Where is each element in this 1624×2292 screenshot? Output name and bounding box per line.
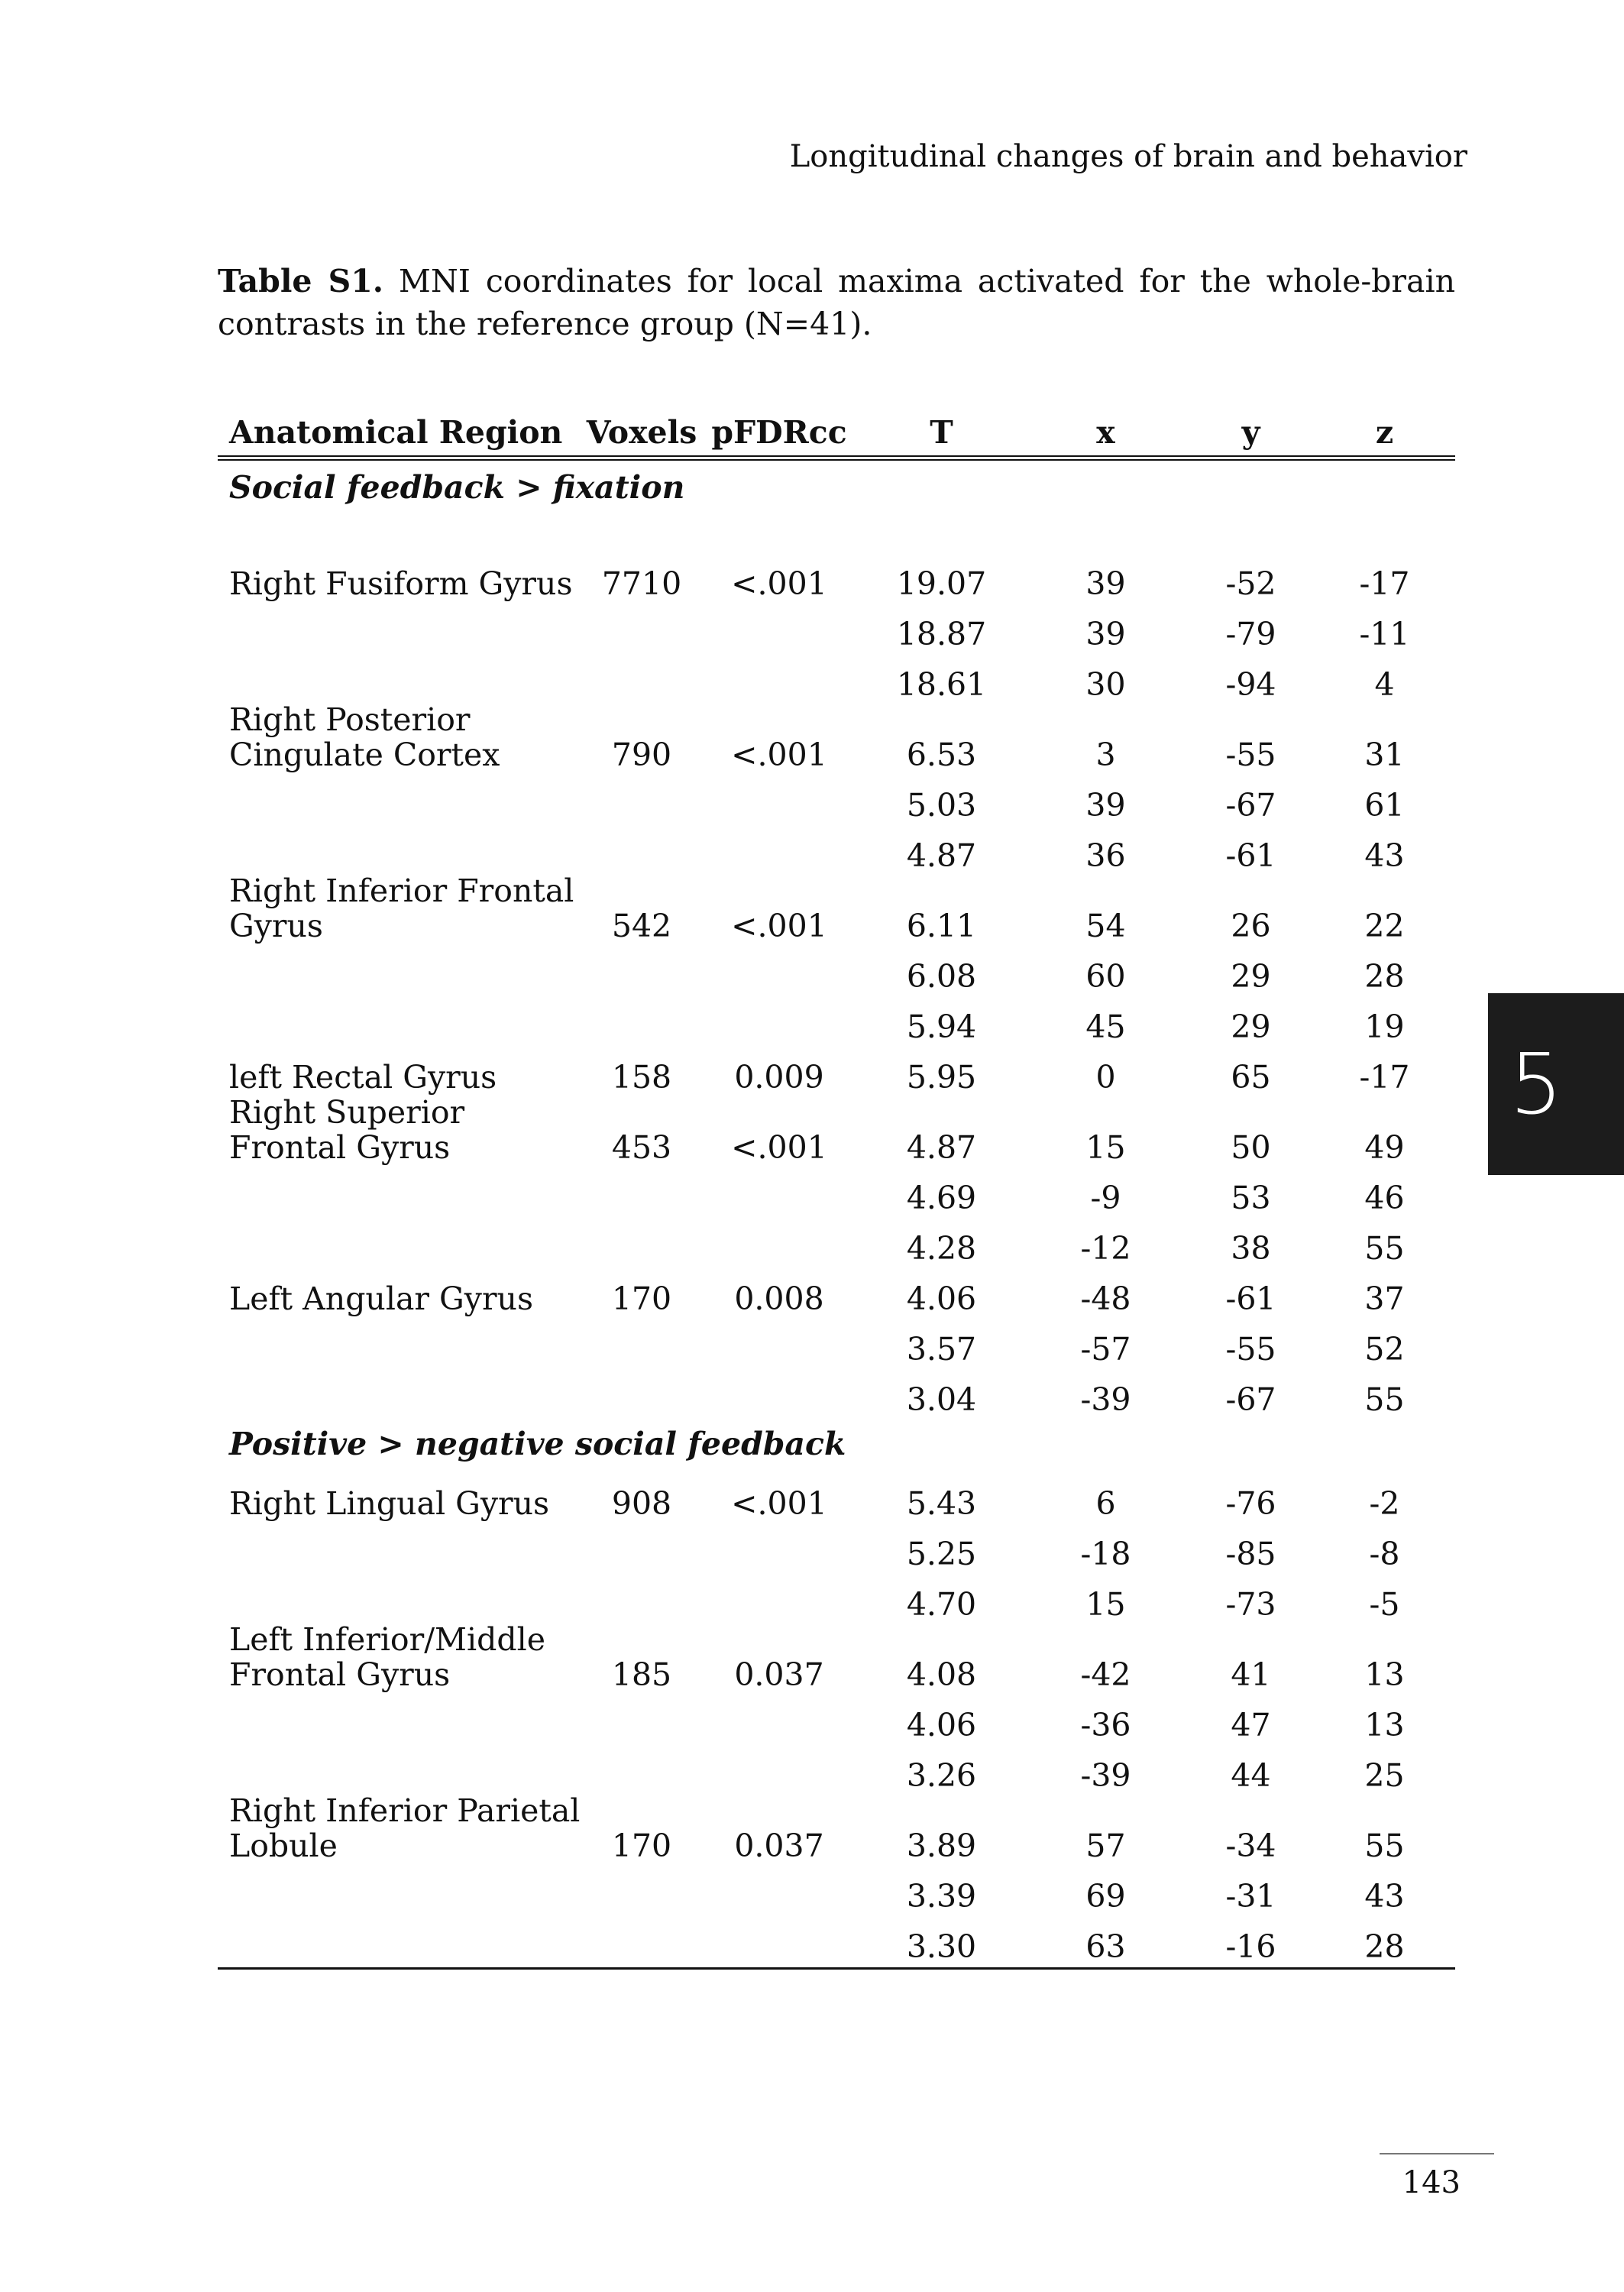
value-cell: <.001 bbox=[731, 736, 827, 773]
table-row bbox=[218, 1863, 1455, 1914]
value-cell: -42 bbox=[1080, 1656, 1131, 1693]
value-cell: -17 bbox=[1359, 1059, 1410, 1096]
value-cell: -36 bbox=[1080, 1707, 1131, 1743]
region-cell: Right Inferior Parietal Lobule bbox=[229, 1792, 581, 1864]
value-cell bbox=[699, 823, 859, 873]
value-cell: 3 bbox=[1095, 736, 1116, 773]
value-cell: 3.39 bbox=[906, 1878, 977, 1915]
table-row bbox=[218, 1471, 1455, 1521]
value-cell bbox=[699, 1743, 859, 1793]
column-header: Voxels bbox=[584, 405, 699, 458]
table-label: Table S1. bbox=[218, 263, 384, 299]
value-cell: 41 bbox=[1231, 1656, 1271, 1693]
value-cell: -11 bbox=[1359, 616, 1410, 652]
section-heading-row bbox=[218, 458, 1455, 515]
value-cell bbox=[584, 1743, 699, 1793]
value-cell: 39 bbox=[1085, 616, 1126, 652]
table-body bbox=[218, 458, 1455, 1969]
region-cell: Right Lingual Gyrus bbox=[229, 1485, 550, 1522]
value-cell: -57 bbox=[1080, 1331, 1131, 1368]
value-cell: -2 bbox=[1369, 1485, 1400, 1522]
value-cell: 55 bbox=[1364, 1827, 1405, 1864]
value-cell bbox=[584, 1863, 699, 1914]
value-cell: 4.87 bbox=[906, 1129, 977, 1166]
value-cell: 4.28 bbox=[906, 1230, 977, 1267]
column-header: x bbox=[1024, 405, 1188, 458]
value-cell: 55 bbox=[1364, 1230, 1405, 1267]
value-cell: -31 bbox=[1225, 1878, 1276, 1915]
value-cell: 4 bbox=[1374, 666, 1395, 703]
value-cell: -52 bbox=[1225, 565, 1276, 602]
region-cell bbox=[218, 1216, 584, 1266]
value-cell: 63 bbox=[1024, 1914, 1188, 1969]
value-cell: 4.08 bbox=[906, 1656, 977, 1693]
table-row bbox=[218, 601, 1455, 652]
table-row bbox=[218, 772, 1455, 823]
value-cell bbox=[699, 1914, 859, 1969]
value-cell bbox=[699, 1316, 859, 1367]
region-cell bbox=[218, 1521, 584, 1572]
value-cell: 5.25 bbox=[906, 1536, 977, 1572]
value-cell: 18.87 bbox=[896, 616, 987, 652]
value-cell: 5.94 bbox=[906, 1008, 977, 1045]
value-cell: 19.07 bbox=[896, 565, 987, 602]
value-cell: -67 bbox=[1225, 1381, 1276, 1418]
value-cell: 170 bbox=[611, 1280, 672, 1317]
table-row bbox=[218, 994, 1455, 1044]
value-cell bbox=[584, 652, 699, 702]
value-cell: 170 bbox=[611, 1827, 672, 1864]
value-cell: 60 bbox=[1085, 958, 1126, 995]
value-cell: -79 bbox=[1225, 616, 1276, 652]
value-cell: 19 bbox=[1364, 1008, 1405, 1045]
value-cell: 4.69 bbox=[906, 1180, 977, 1216]
value-cell: 4.06 bbox=[906, 1280, 977, 1317]
value-cell: 0.037 bbox=[734, 1827, 824, 1864]
region-cell: Right Superior Frontal Gyrus bbox=[229, 1094, 465, 1166]
value-cell bbox=[699, 1863, 859, 1914]
value-cell: -16 bbox=[1188, 1914, 1314, 1969]
value-cell: 0.008 bbox=[734, 1280, 824, 1317]
table-row bbox=[218, 551, 1455, 601]
region-cell bbox=[218, 994, 584, 1044]
value-cell bbox=[584, 1367, 699, 1417]
value-cell: 6.53 bbox=[906, 736, 977, 773]
value-cell: 4.70 bbox=[906, 1586, 977, 1623]
value-cell: -39 bbox=[1080, 1381, 1131, 1418]
value-cell: 18.61 bbox=[896, 666, 987, 703]
region-cell bbox=[218, 823, 584, 873]
value-cell: 61 bbox=[1364, 787, 1405, 824]
value-cell: -67 bbox=[1225, 787, 1276, 824]
value-cell: 43 bbox=[1364, 837, 1405, 874]
table-caption bbox=[218, 260, 1455, 345]
value-cell: 65 bbox=[1231, 1059, 1271, 1096]
value-cell: 22 bbox=[1364, 908, 1405, 944]
value-cell bbox=[584, 994, 699, 1044]
value-cell: -55 bbox=[1225, 1331, 1276, 1368]
table-row bbox=[218, 944, 1455, 994]
value-cell: -76 bbox=[1225, 1485, 1276, 1522]
value-cell: 39 bbox=[1085, 787, 1126, 824]
value-cell: 29 bbox=[1231, 1008, 1271, 1045]
footer-rule bbox=[1380, 2153, 1494, 2154]
table-row bbox=[218, 1793, 1455, 1863]
table-row bbox=[218, 1367, 1455, 1417]
region-cell bbox=[218, 1914, 584, 1969]
column-header: T bbox=[859, 405, 1024, 458]
value-cell: 52 bbox=[1364, 1331, 1405, 1368]
value-cell: <.001 bbox=[731, 565, 827, 602]
value-cell: 36 bbox=[1085, 837, 1126, 874]
value-cell: -85 bbox=[1225, 1536, 1276, 1572]
value-cell: 5.43 bbox=[906, 1485, 977, 1522]
value-cell: -55 bbox=[1225, 736, 1276, 773]
value-cell: 26 bbox=[1231, 908, 1271, 944]
value-cell: 43 bbox=[1364, 1878, 1405, 1915]
table-header-row bbox=[218, 405, 1455, 458]
spacer-cell bbox=[218, 514, 1455, 551]
value-cell: 38 bbox=[1231, 1230, 1271, 1267]
value-cell: 47 bbox=[1231, 1707, 1271, 1743]
table-row bbox=[218, 1622, 1455, 1692]
value-cell: 7710 bbox=[601, 565, 682, 602]
value-cell: 39 bbox=[1085, 565, 1126, 602]
value-cell: -18 bbox=[1080, 1536, 1131, 1572]
value-cell bbox=[699, 1692, 859, 1743]
value-cell: 49 bbox=[1364, 1129, 1405, 1166]
value-cell bbox=[584, 601, 699, 652]
value-cell bbox=[584, 1165, 699, 1216]
value-cell bbox=[699, 944, 859, 994]
value-cell: 30 bbox=[1085, 666, 1126, 703]
section-heading-row bbox=[218, 1417, 1455, 1471]
value-cell: 50 bbox=[1231, 1129, 1271, 1166]
value-cell: 4.87 bbox=[906, 837, 977, 874]
value-cell bbox=[584, 1572, 699, 1622]
value-cell: 45 bbox=[1085, 1008, 1126, 1045]
table-row bbox=[218, 1521, 1455, 1572]
value-cell: -61 bbox=[1225, 837, 1276, 874]
value-cell: -9 bbox=[1090, 1180, 1121, 1216]
value-cell: 453 bbox=[611, 1129, 672, 1166]
column-header: z bbox=[1314, 405, 1455, 458]
table-row bbox=[218, 1095, 1455, 1165]
section-heading: Social feedback > fixation bbox=[229, 469, 685, 506]
column-header: pFDRcc bbox=[699, 405, 859, 458]
value-cell: 28 bbox=[1364, 958, 1405, 995]
region-cell: Right Fusiform Gyrus bbox=[229, 565, 573, 602]
region-cell bbox=[218, 1572, 584, 1622]
value-cell bbox=[584, 1914, 699, 1969]
value-cell bbox=[699, 1572, 859, 1622]
table-row bbox=[218, 1316, 1455, 1367]
value-cell: 29 bbox=[1231, 958, 1271, 995]
value-cell bbox=[584, 823, 699, 873]
value-cell: 4.06 bbox=[906, 1707, 977, 1743]
value-cell bbox=[699, 994, 859, 1044]
region-cell bbox=[218, 601, 584, 652]
value-cell: -73 bbox=[1225, 1586, 1276, 1623]
region-cell bbox=[218, 1692, 584, 1743]
table-row bbox=[218, 1743, 1455, 1793]
value-cell: 55 bbox=[1364, 1381, 1405, 1418]
value-cell bbox=[584, 1316, 699, 1367]
value-cell: -34 bbox=[1225, 1827, 1276, 1864]
table-row bbox=[218, 1165, 1455, 1216]
value-cell: 13 bbox=[1364, 1656, 1405, 1693]
value-cell bbox=[699, 1367, 859, 1417]
spacer-row bbox=[218, 514, 1455, 551]
table-row bbox=[218, 1266, 1455, 1316]
region-cell bbox=[218, 1165, 584, 1216]
value-cell: 54 bbox=[1085, 908, 1126, 944]
table-row bbox=[218, 1914, 1455, 1969]
value-cell: 6.08 bbox=[906, 958, 977, 995]
table-row bbox=[218, 1572, 1455, 1622]
value-cell: 790 bbox=[611, 736, 672, 773]
value-cell: 6 bbox=[1095, 1485, 1116, 1522]
value-cell: 158 bbox=[611, 1059, 672, 1096]
table-caption-text: MNI coordinates for local maxima activated for the whole-brain contrasts in the reference group (N=41). bbox=[218, 263, 1455, 342]
value-cell: 44 bbox=[1231, 1757, 1271, 1794]
value-cell: -48 bbox=[1080, 1280, 1131, 1317]
region-cell: Left Inferior/Middle Frontal Gyrus bbox=[229, 1621, 545, 1693]
value-cell: 69 bbox=[1085, 1878, 1126, 1915]
running-header: Longitudinal changes of brain and behavior bbox=[789, 139, 1467, 174]
region-cell bbox=[218, 772, 584, 823]
section-heading: Positive > negative social feedback bbox=[229, 1426, 846, 1462]
coordinates-table bbox=[218, 405, 1455, 1970]
value-cell: 5.95 bbox=[906, 1059, 977, 1096]
table-row bbox=[218, 823, 1455, 873]
chapter-tab: 5 bbox=[1488, 993, 1624, 1175]
value-cell: 28 bbox=[1314, 1914, 1455, 1969]
value-cell: 3.04 bbox=[906, 1381, 977, 1418]
region-cell: Right Inferior Frontal Gyrus bbox=[229, 872, 574, 944]
region-cell: Right Posterior Cingulate Cortex bbox=[229, 701, 500, 773]
value-cell: 3.57 bbox=[906, 1331, 977, 1368]
page-number: 143 bbox=[1402, 2165, 1461, 2200]
value-cell: 6.11 bbox=[906, 908, 977, 944]
table-row bbox=[218, 702, 1455, 772]
value-cell bbox=[699, 772, 859, 823]
value-cell: 0 bbox=[1095, 1059, 1116, 1096]
region-cell: Left Angular Gyrus bbox=[229, 1280, 533, 1317]
value-cell: 185 bbox=[611, 1656, 672, 1693]
value-cell: <.001 bbox=[731, 1129, 827, 1166]
value-cell: -94 bbox=[1225, 666, 1276, 703]
value-cell: -61 bbox=[1225, 1280, 1276, 1317]
table-row bbox=[218, 873, 1455, 944]
region-cell bbox=[218, 1367, 584, 1417]
value-cell bbox=[699, 1165, 859, 1216]
value-cell: 31 bbox=[1364, 736, 1405, 773]
value-cell bbox=[699, 601, 859, 652]
value-cell: 3.30 bbox=[859, 1914, 1024, 1969]
value-cell: 908 bbox=[611, 1485, 672, 1522]
region-cell bbox=[218, 1743, 584, 1793]
value-cell: -39 bbox=[1080, 1757, 1131, 1794]
value-cell: -8 bbox=[1369, 1536, 1400, 1572]
value-cell: 0.009 bbox=[734, 1059, 824, 1096]
value-cell: 57 bbox=[1085, 1827, 1126, 1864]
region-cell bbox=[218, 1316, 584, 1367]
value-cell: 3.26 bbox=[906, 1757, 977, 1794]
column-header: Anatomical Region bbox=[218, 405, 584, 458]
value-cell: -5 bbox=[1369, 1586, 1400, 1623]
value-cell: -12 bbox=[1080, 1230, 1131, 1267]
value-cell: 46 bbox=[1364, 1180, 1405, 1216]
value-cell bbox=[699, 652, 859, 702]
value-cell bbox=[699, 1521, 859, 1572]
value-cell bbox=[584, 1216, 699, 1266]
value-cell: -17 bbox=[1359, 565, 1410, 602]
table-row bbox=[218, 652, 1455, 702]
table-row bbox=[218, 1044, 1455, 1095]
table-row bbox=[218, 1216, 1455, 1266]
value-cell: 0.037 bbox=[734, 1656, 824, 1693]
region-cell bbox=[218, 652, 584, 702]
value-cell: 15 bbox=[1085, 1586, 1126, 1623]
value-cell: 53 bbox=[1231, 1180, 1271, 1216]
value-cell: <.001 bbox=[731, 908, 827, 944]
value-cell: 13 bbox=[1364, 1707, 1405, 1743]
value-cell: 25 bbox=[1364, 1757, 1405, 1794]
column-header: y bbox=[1188, 405, 1314, 458]
value-cell bbox=[584, 1692, 699, 1743]
value-cell: 3.89 bbox=[906, 1827, 977, 1864]
region-cell bbox=[218, 944, 584, 994]
value-cell bbox=[699, 1216, 859, 1266]
value-cell: <.001 bbox=[731, 1485, 827, 1522]
value-cell bbox=[584, 772, 699, 823]
region-cell: left Rectal Gyrus bbox=[229, 1059, 497, 1096]
value-cell: 37 bbox=[1364, 1280, 1405, 1317]
value-cell: 15 bbox=[1085, 1129, 1126, 1166]
value-cell: 542 bbox=[611, 908, 672, 944]
value-cell bbox=[584, 1521, 699, 1572]
value-cell: 5.03 bbox=[906, 787, 977, 824]
region-cell bbox=[218, 1863, 584, 1914]
value-cell bbox=[584, 944, 699, 994]
table-row bbox=[218, 1692, 1455, 1743]
